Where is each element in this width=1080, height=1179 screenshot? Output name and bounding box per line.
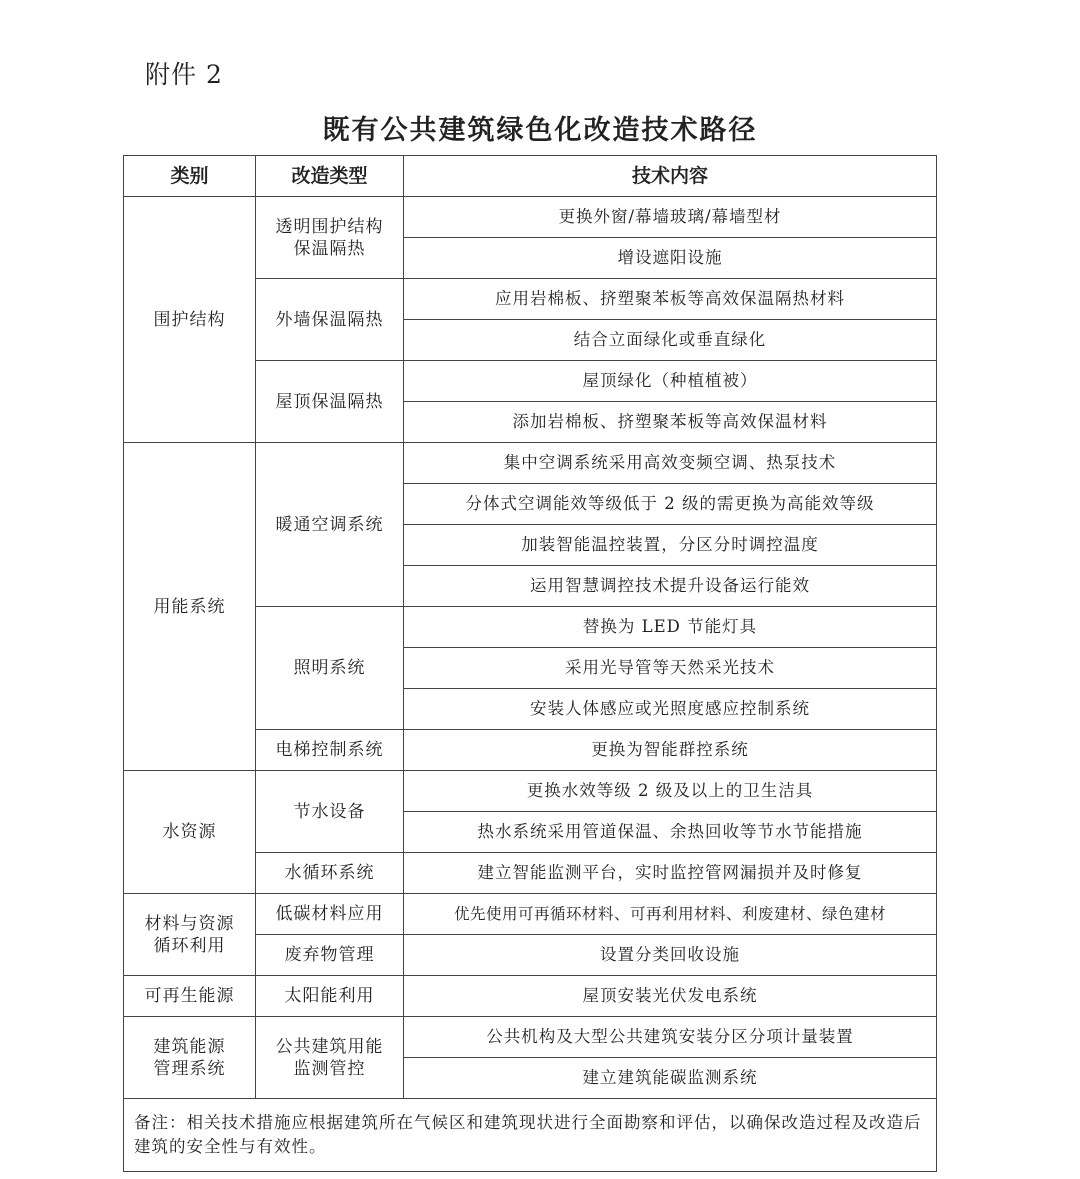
content-cell: 采用光导管等天然采光技术 bbox=[404, 648, 937, 689]
table-row bbox=[124, 894, 937, 935]
type-cell: 节水设备 bbox=[256, 771, 404, 853]
technology-path-table bbox=[123, 155, 937, 1172]
category-cell: 建筑能源 管理系统 bbox=[124, 1017, 256, 1099]
category-cell: 用能系统 bbox=[124, 443, 256, 771]
header-type: 改造类型 bbox=[256, 156, 404, 197]
category-cell: 可再生能源 bbox=[124, 976, 256, 1017]
type-cell: 废弃物管理 bbox=[256, 935, 404, 976]
content-cell: 应用岩棉板、挤塑聚苯板等高效保温隔热材料 bbox=[404, 279, 937, 320]
table-row bbox=[124, 443, 937, 484]
table-row bbox=[124, 771, 937, 812]
document-title: 既有公共建筑绿色化改造技术路径 bbox=[322, 115, 758, 146]
type-cell: 屋顶保温隔热 bbox=[256, 361, 404, 443]
table-row bbox=[124, 976, 937, 1017]
type-cell: 太阳能利用 bbox=[256, 976, 404, 1017]
content-cell: 增设遮阳设施 bbox=[404, 238, 937, 279]
content-cell: 运用智慧调控技术提升设备运行能效 bbox=[404, 566, 937, 607]
content-cell: 更换水效等级 2 级及以上的卫生洁具 bbox=[404, 771, 937, 812]
type-cell: 照明系统 bbox=[256, 607, 404, 730]
content-cell: 加装智能温控装置，分区分时调控温度 bbox=[404, 525, 937, 566]
content-cell: 集中空调系统采用高效变频空调、热泵技术 bbox=[404, 443, 937, 484]
attachment-label: 附件 2 bbox=[145, 60, 223, 89]
content-cell: 建立建筑能碳监测系统 bbox=[404, 1058, 937, 1099]
content-cell: 替换为 LED 节能灯具 bbox=[404, 607, 937, 648]
content-cell: 优先使用可再循环材料、可再利用材料、利废建材、绿色建材 bbox=[404, 894, 937, 935]
note-row bbox=[124, 1099, 937, 1172]
content-cell: 屋顶安装光伏发电系统 bbox=[404, 976, 937, 1017]
note-cell: 备注：相关技术措施应根据建筑所在气候区和建筑现状进行全面勘察和评估，以确保改造过程及改造后建筑的安全性与有效性。 bbox=[124, 1099, 937, 1172]
type-cell: 公共建筑用能 监测管控 bbox=[256, 1017, 404, 1099]
category-cell: 水资源 bbox=[124, 771, 256, 894]
content-cell: 建立智能监测平台，实时监控管网漏损并及时修复 bbox=[404, 853, 937, 894]
type-cell: 水循环系统 bbox=[256, 853, 404, 894]
type-cell: 透明围护结构 保温隔热 bbox=[256, 197, 404, 279]
type-cell: 电梯控制系统 bbox=[256, 730, 404, 771]
content-cell: 分体式空调能效等级低于 2 级的需更换为高能效等级 bbox=[404, 484, 937, 525]
content-cell: 公共机构及大型公共建筑安装分区分项计量装置 bbox=[404, 1017, 937, 1058]
content-cell: 更换为智能群控系统 bbox=[404, 730, 937, 771]
content-cell: 屋顶绿化（种植植被） bbox=[404, 361, 937, 402]
header-content: 技术内容 bbox=[404, 156, 937, 197]
header-category: 类别 bbox=[124, 156, 256, 197]
content-cell: 设置分类回收设施 bbox=[404, 935, 937, 976]
content-cell: 热水系统采用管道保温、余热回收等节水节能措施 bbox=[404, 812, 937, 853]
content-cell: 安装人体感应或光照度感应控制系统 bbox=[404, 689, 937, 730]
type-cell: 外墙保温隔热 bbox=[256, 279, 404, 361]
content-cell: 更换外窗/幕墙玻璃/幕墙型材 bbox=[404, 197, 937, 238]
table-header-row bbox=[124, 156, 937, 197]
category-cell: 材料与资源 循环利用 bbox=[124, 894, 256, 976]
content-cell: 添加岩棉板、挤塑聚苯板等高效保温材料 bbox=[404, 402, 937, 443]
content-cell: 结合立面绿化或垂直绿化 bbox=[404, 320, 937, 361]
table-row bbox=[124, 197, 937, 238]
table-row bbox=[124, 1017, 937, 1058]
category-cell: 围护结构 bbox=[124, 197, 256, 443]
type-cell: 暖通空调系统 bbox=[256, 443, 404, 607]
type-cell: 低碳材料应用 bbox=[256, 894, 404, 935]
